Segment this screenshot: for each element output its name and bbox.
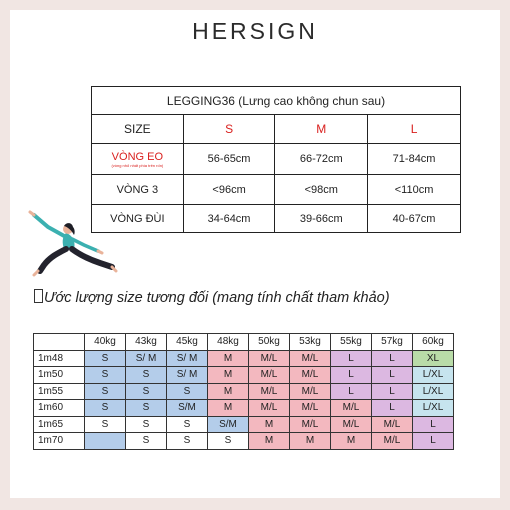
table-row bbox=[34, 350, 454, 367]
size-cell: L bbox=[331, 350, 372, 367]
size-cell: S/M bbox=[208, 416, 249, 433]
waist-label: VÒNG EO bbox=[111, 150, 164, 163]
size-cell: S/ M bbox=[126, 350, 167, 367]
waist-s: 56-65cm bbox=[183, 144, 275, 175]
size-cell: M/L bbox=[290, 400, 331, 417]
size-cell: S bbox=[167, 383, 208, 400]
size-cell: M/L bbox=[331, 400, 372, 417]
height-cell: 1m70 bbox=[34, 433, 85, 450]
size-cell: S/ M bbox=[167, 367, 208, 384]
size-cell: M/L bbox=[372, 416, 413, 433]
size-cell: L bbox=[331, 383, 372, 400]
size-cell: S bbox=[167, 433, 208, 450]
size-table-title: LEGGING36 (Lưng cao không chun sau) bbox=[92, 87, 461, 115]
size-cell: L bbox=[331, 367, 372, 384]
height-cell: 1m60 bbox=[34, 400, 85, 417]
size-cell: S bbox=[85, 367, 126, 384]
size-cell: S bbox=[208, 433, 249, 450]
size-cell bbox=[85, 433, 126, 450]
height-cell: 1m48 bbox=[34, 350, 85, 367]
size-cell: S bbox=[126, 383, 167, 400]
size-cell: S bbox=[126, 433, 167, 450]
weight-header: 53kg bbox=[290, 334, 331, 351]
size-cell: XL bbox=[413, 350, 454, 367]
height-cell: 1m65 bbox=[34, 416, 85, 433]
size-cell: L bbox=[413, 433, 454, 450]
table-row bbox=[34, 416, 454, 433]
hip-l: <110cm bbox=[368, 175, 461, 205]
size-cell: L/XL bbox=[413, 400, 454, 417]
size-s: S bbox=[183, 115, 275, 144]
weight-height-table bbox=[33, 333, 454, 450]
size-table bbox=[91, 86, 461, 233]
size-cell: L bbox=[372, 383, 413, 400]
table-row bbox=[34, 367, 454, 384]
thigh-l: 40-67cm bbox=[368, 205, 461, 233]
hip-m: <98cm bbox=[275, 175, 368, 205]
size-note bbox=[34, 289, 390, 306]
weight-header: 48kg bbox=[208, 334, 249, 351]
size-cell: L/XL bbox=[413, 383, 454, 400]
size-cell: M bbox=[331, 433, 372, 450]
size-cell: S bbox=[167, 416, 208, 433]
waist-cell bbox=[92, 144, 184, 175]
size-cell: S/M bbox=[167, 400, 208, 417]
size-cell: M/L bbox=[290, 416, 331, 433]
weight-header: 50kg bbox=[249, 334, 290, 351]
size-cell: S bbox=[85, 383, 126, 400]
hip-label: VÒNG 3 bbox=[92, 175, 184, 205]
size-m: M bbox=[275, 115, 368, 144]
size-cell: M/L bbox=[372, 433, 413, 450]
size-cell: S/ M bbox=[167, 350, 208, 367]
weight-header: 43kg bbox=[126, 334, 167, 351]
weight-header: 60kg bbox=[413, 334, 454, 351]
size-cell: S bbox=[126, 416, 167, 433]
weight-header: 55kg bbox=[331, 334, 372, 351]
size-cell: L bbox=[372, 400, 413, 417]
size-cell: M/L bbox=[290, 383, 331, 400]
size-cell: M bbox=[208, 383, 249, 400]
size-cell: M/L bbox=[331, 416, 372, 433]
brand-logo: HERSIGN bbox=[192, 18, 318, 44]
thigh-label: VÒNG ĐÙI bbox=[92, 205, 184, 233]
size-cell: M bbox=[249, 433, 290, 450]
height-cell: 1m50 bbox=[34, 367, 85, 384]
size-cell: S bbox=[85, 400, 126, 417]
size-cell: M/L bbox=[249, 383, 290, 400]
height-cell: 1m55 bbox=[34, 383, 85, 400]
size-cell: L bbox=[372, 350, 413, 367]
size-cell: M bbox=[208, 350, 249, 367]
size-cell: M bbox=[208, 367, 249, 384]
size-cell: L bbox=[413, 416, 454, 433]
size-cell: L bbox=[372, 367, 413, 384]
weight-header: 57kg bbox=[372, 334, 413, 351]
table-row bbox=[34, 433, 454, 450]
thigh-m: 39-66cm bbox=[275, 205, 368, 233]
size-cell: M bbox=[208, 400, 249, 417]
waist-m: 66-72cm bbox=[275, 144, 368, 175]
size-cell: S bbox=[85, 350, 126, 367]
hip-s: <96cm bbox=[183, 175, 275, 205]
size-cell: S bbox=[126, 367, 167, 384]
yoga-woman-illustration bbox=[28, 205, 118, 280]
size-l: L bbox=[368, 115, 461, 144]
weight-header: 45kg bbox=[167, 334, 208, 351]
size-cell: L/XL bbox=[413, 367, 454, 384]
size-cell: M/L bbox=[249, 367, 290, 384]
thigh-s: 34-64cm bbox=[183, 205, 275, 233]
waist-l: 71-84cm bbox=[368, 144, 461, 175]
size-cell: M/L bbox=[290, 367, 331, 384]
waist-note: (vòng nhỏ nhất phía trên rốn) bbox=[111, 162, 164, 168]
size-cell: S bbox=[126, 400, 167, 417]
note-text: Ước lượng size tương đối (mang tính chất tham khảo) bbox=[44, 290, 390, 306]
weight-header: 40kg bbox=[85, 334, 126, 351]
table-row bbox=[34, 383, 454, 400]
size-cell: S bbox=[85, 416, 126, 433]
checkbox-icon bbox=[34, 289, 43, 303]
size-cell: M/L bbox=[249, 350, 290, 367]
table-row bbox=[34, 400, 454, 417]
size-label: SIZE bbox=[92, 115, 184, 144]
size-cell: M/L bbox=[290, 350, 331, 367]
size-cell: M bbox=[290, 433, 331, 450]
size-cell: M bbox=[249, 416, 290, 433]
corner-cell bbox=[34, 334, 85, 351]
size-cell: M/L bbox=[249, 400, 290, 417]
